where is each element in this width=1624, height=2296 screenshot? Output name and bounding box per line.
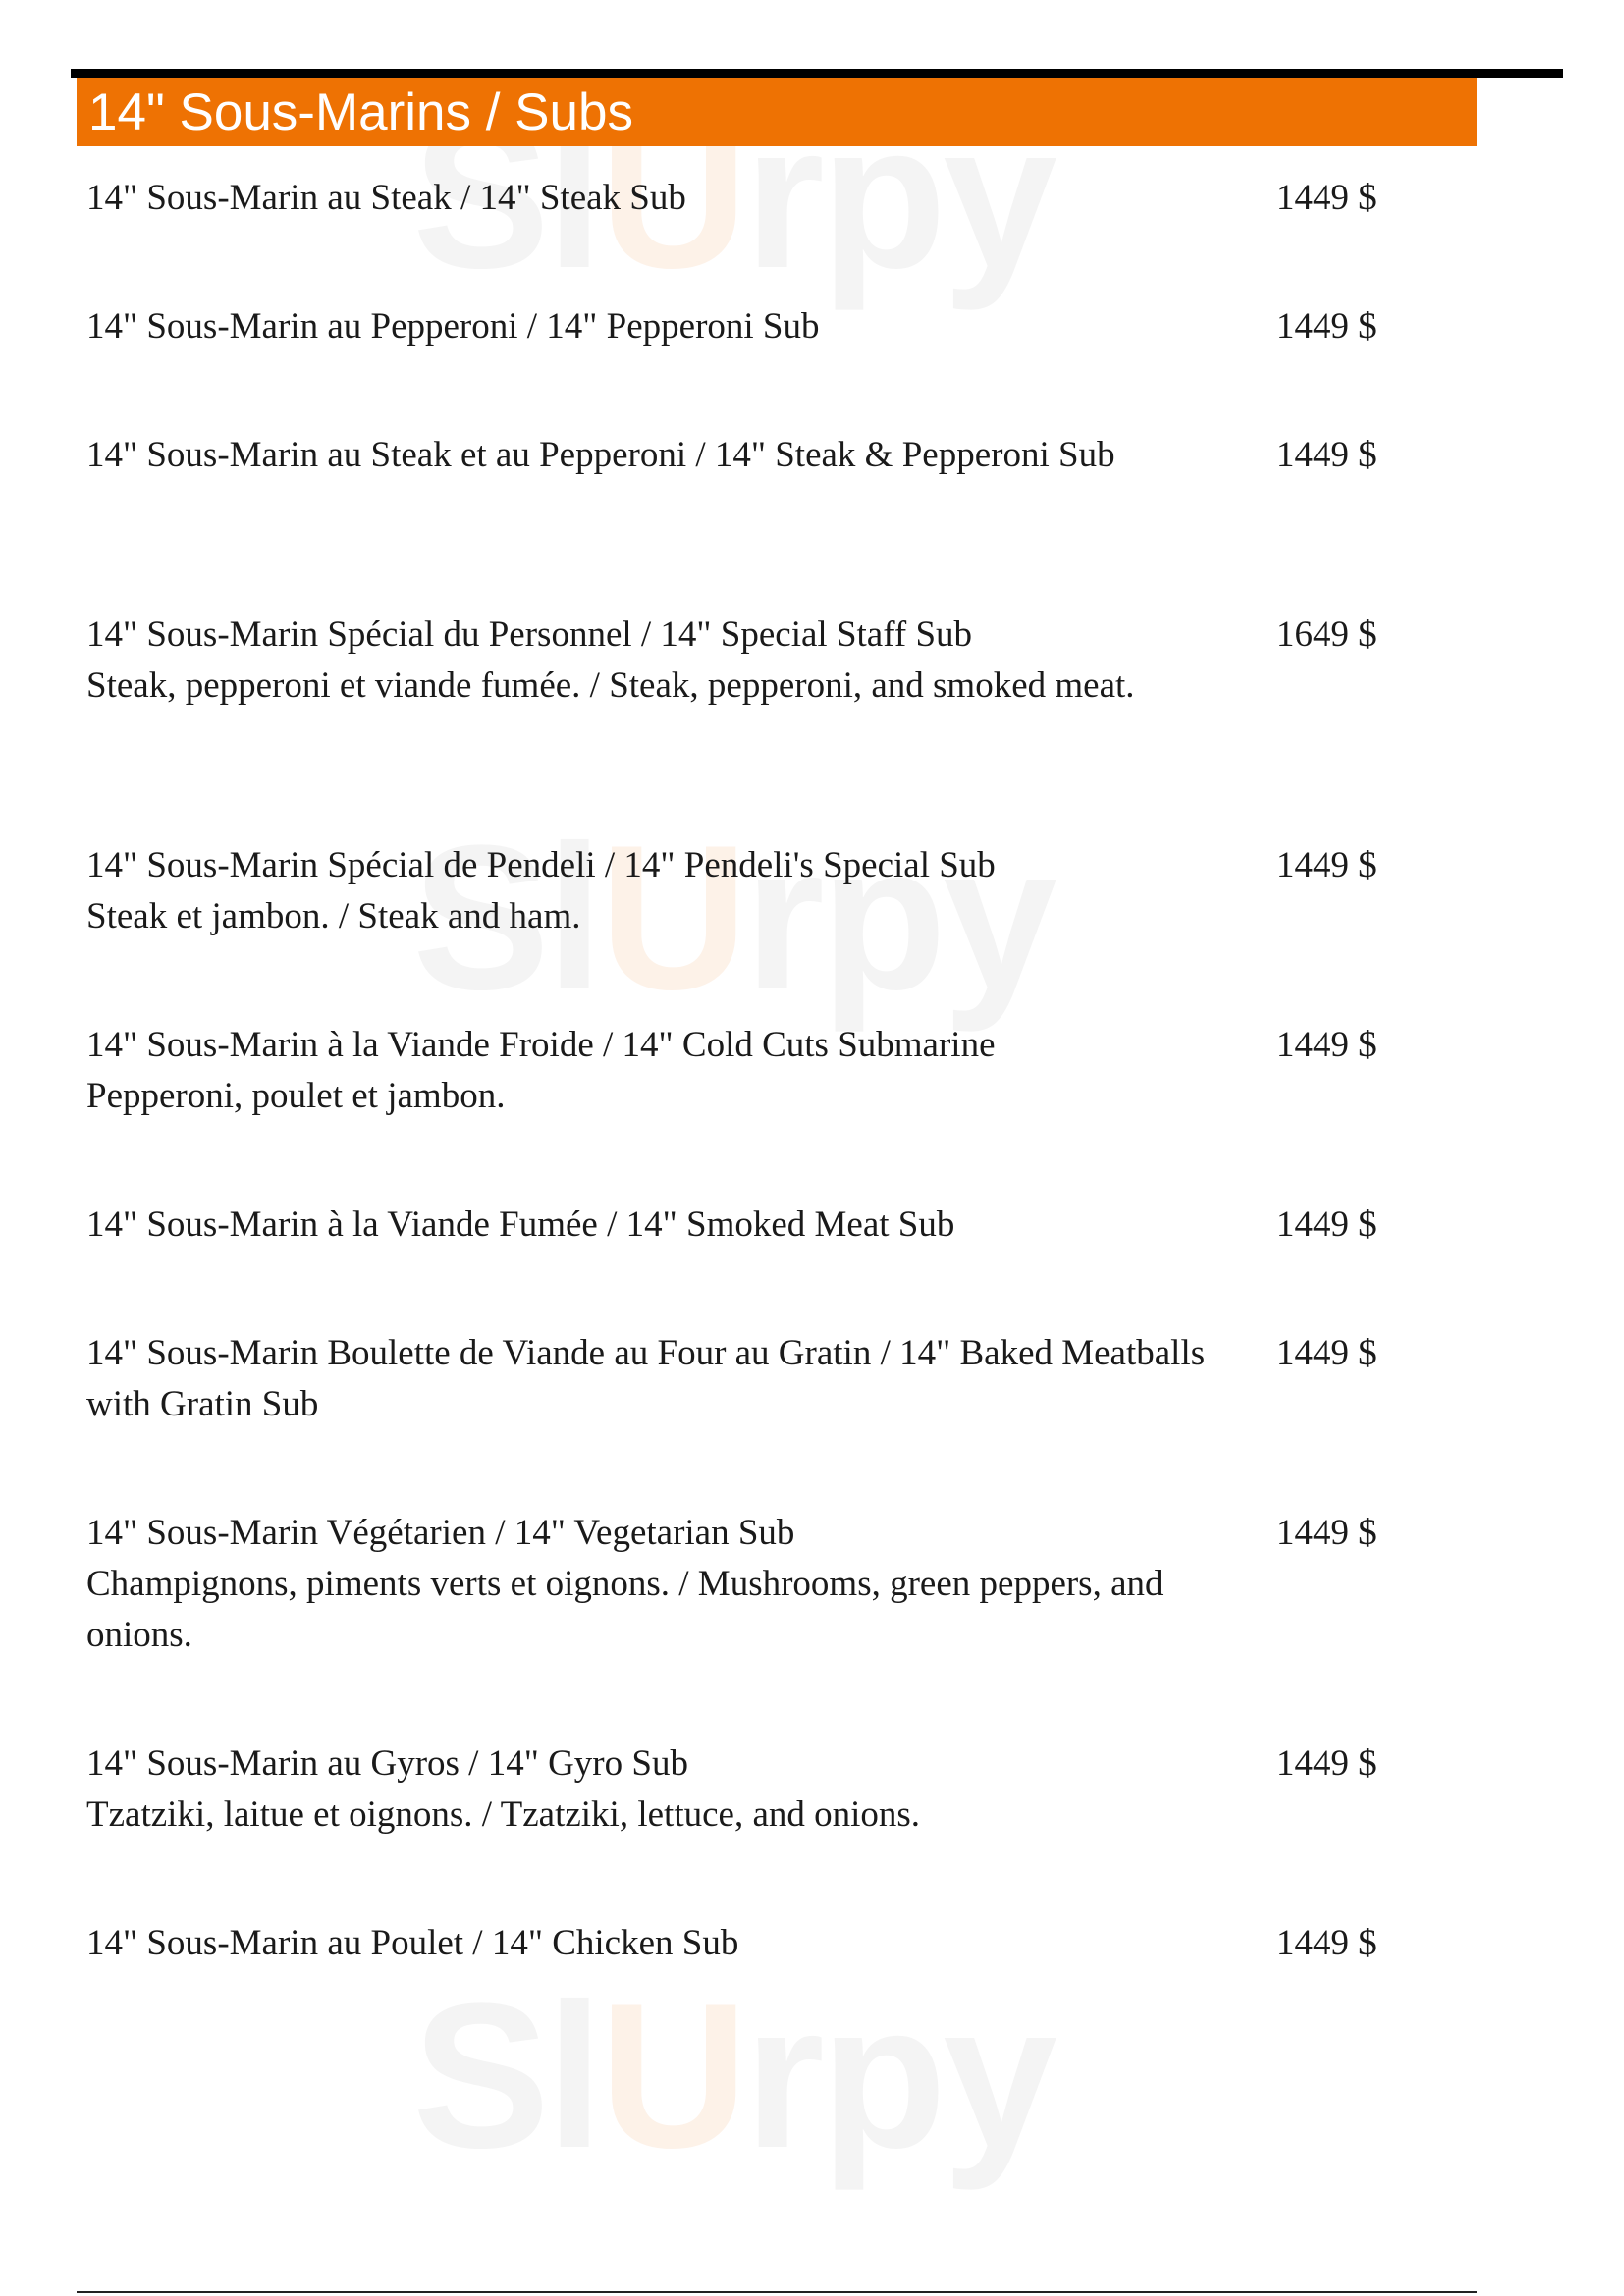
item-name: 14" Sous-Marin Boulette de Viande au Four au Gratin / 14" Baked Meatballs with Gratin Sub <box>86 1333 1206 1424</box>
item-price: 1449 $ <box>1276 1743 1377 1784</box>
item-price: 1449 $ <box>1276 435 1377 475</box>
item-text <box>86 840 1255 942</box>
watermark-prefix <box>412 1960 599 2191</box>
menu-item <box>86 1738 1402 1841</box>
item-text <box>86 1918 1255 1969</box>
item-name: 14" Sous-Marin à la Viande Fumée / 14" Smoked Meat Sub <box>86 1204 955 1245</box>
item-price: 1449 $ <box>1276 178 1377 218</box>
menu-item <box>86 1328 1402 1430</box>
item-name: 14" Sous-Marin au Gyros / 14" Gyro Sub <box>86 1743 688 1784</box>
menu-item <box>86 1918 1402 1969</box>
item-text <box>86 1200 1255 1251</box>
item-price: 1449 $ <box>1276 1923 1377 1963</box>
watermark-logo <box>412 1960 1054 2191</box>
item-name: 14" Sous-Marin Végétarien / 14" Vegetarian Sub <box>86 1513 795 1553</box>
item-name: 14" Sous-Marin au Steak / 14" Steak Sub <box>86 178 686 218</box>
item-price: 1449 $ <box>1276 1025 1377 1065</box>
section-title: 14" Sous-Marins / Subs <box>88 82 633 141</box>
item-price: 1449 $ <box>1276 1333 1377 1373</box>
menu-item <box>86 173 1402 224</box>
menu-item <box>86 610 1402 712</box>
item-description: Steak et jambon. / Steak and ham. <box>86 896 581 936</box>
item-price: 1449 $ <box>1276 306 1377 347</box>
section-header <box>77 78 1477 146</box>
item-description: Steak, pepperoni et viande fumée. / Steak, pepperoni, and smoked meat. <box>86 666 1135 706</box>
item-price: 1449 $ <box>1276 845 1377 885</box>
menu-item <box>86 430 1402 481</box>
item-text <box>86 1020 1255 1122</box>
item-price: 1649 $ <box>1276 614 1377 655</box>
item-price: 1449 $ <box>1276 1204 1377 1245</box>
item-name: 14" Sous-Marin Spécial de Pendeli / 14" Pendeli's Special Sub <box>86 845 996 885</box>
item-text <box>86 430 1255 481</box>
item-description: Pepperoni, poulet et jambon. <box>86 1076 506 1116</box>
item-name: 14" Sous-Marin Spécial du Personnel / 14" Special Staff Sub <box>86 614 973 655</box>
item-text <box>86 301 1255 352</box>
item-text <box>86 173 1255 224</box>
item-name: 14" Sous-Marin à la Viande Froide / 14" Cold Cuts Submarine <box>86 1025 996 1065</box>
watermark-highlight: U <box>599 80 745 311</box>
watermark-highlight: U <box>599 802 745 1033</box>
item-price: 1449 $ <box>1276 1513 1377 1553</box>
menu-item <box>86 301 1402 352</box>
item-name: 14" Sous-Marin au Steak et au Pepperoni / 14" Steak & Pepperoni Sub <box>86 435 1115 475</box>
item-text <box>86 1738 1255 1841</box>
watermark-highlight: U <box>599 1960 745 2191</box>
watermark-suffix <box>744 1960 1054 2191</box>
item-description: Tzatziki, laitue et oignons. / Tzatziki, lettuce, and onions. <box>86 1794 921 1835</box>
item-name: 14" Sous-Marin au Pepperoni / 14" Pepperoni Sub <box>86 306 820 347</box>
bottom-rule <box>77 2291 1477 2293</box>
menu-item <box>86 1020 1402 1122</box>
menu-item <box>86 1200 1402 1251</box>
menu-item <box>86 1508 1402 1661</box>
item-description: Champignons, piments verts et oignons. / Mushrooms, green peppers, and onions. <box>86 1564 1164 1655</box>
item-text <box>86 1328 1255 1430</box>
item-name: 14" Sous-Marin au Poulet / 14" Chicken Sub <box>86 1923 739 1963</box>
top-rule <box>71 69 1563 78</box>
item-text <box>86 1508 1255 1661</box>
item-text <box>86 610 1255 712</box>
menu-item <box>86 840 1402 942</box>
